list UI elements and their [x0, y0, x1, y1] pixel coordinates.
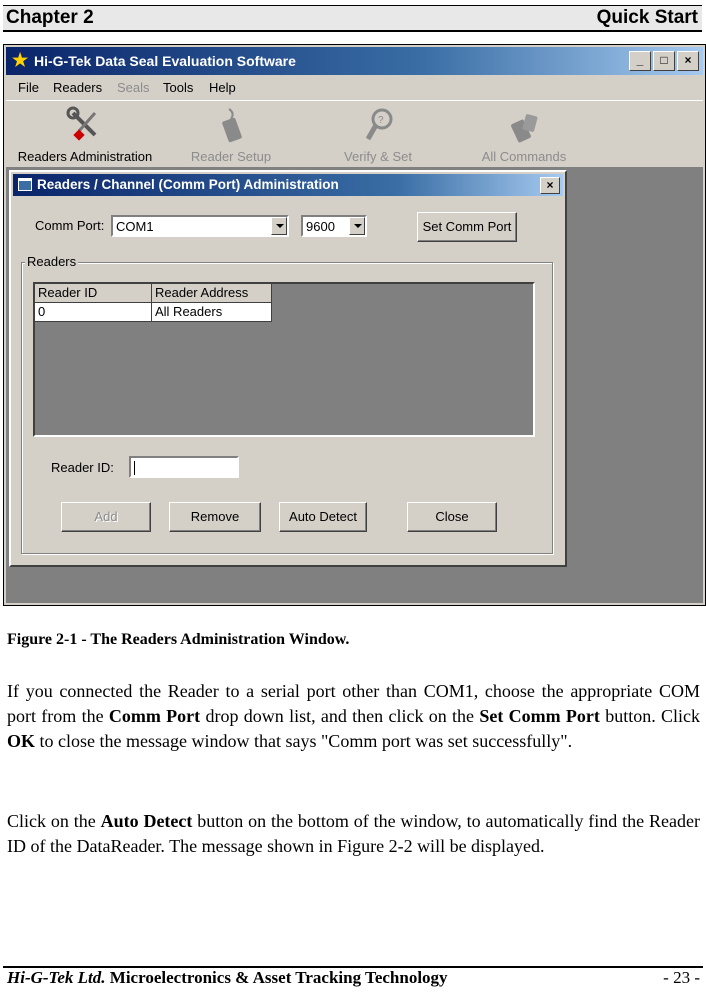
menu-tools[interactable]: Tools [163, 80, 194, 95]
paragraph-comm-port [7, 679, 700, 754]
readers-table[interactable] [33, 282, 535, 437]
menu-readers[interactable]: Readers [53, 80, 103, 95]
toolbar-readers-administration[interactable] [14, 101, 156, 164]
mdi-workspace [6, 168, 703, 603]
auto-detect-button[interactable]: Auto Detect [279, 502, 367, 532]
text-run: to close the message window that says "Comm port was set successfully". [35, 731, 573, 751]
bold-term: Auto Detect [100, 811, 193, 831]
window-icon [18, 178, 32, 191]
close-dialog-button[interactable]: Close [407, 502, 497, 532]
reader-id-input[interactable] [129, 456, 239, 478]
text-caret [134, 461, 135, 475]
app-title: Hi-G-Tek Data Seal Evaluation Software [34, 53, 296, 69]
set-comm-port-button[interactable]: Set Comm Port [417, 212, 517, 242]
baud-rate-value: 9600 [306, 219, 335, 234]
table-cell: All Readers [152, 303, 272, 322]
toolbar [6, 100, 703, 168]
menu-bar [6, 76, 703, 98]
text-run: button on the bottom of the window, to automatically find the Reader ID of the DataReader. The message shown in Figure 2-2 will be displayed. [7, 811, 700, 856]
bold-term: OK [7, 731, 36, 751]
toolbar-label: All Commands [481, 149, 567, 164]
chevron-down-icon[interactable] [349, 217, 365, 235]
figure-caption: Figure 2-1 - The Readers Administration Window. [7, 631, 350, 648]
add-button[interactable]: Add [61, 502, 151, 532]
text-run: Click on the [7, 811, 101, 831]
reader-id-label: Reader ID: [51, 460, 114, 475]
section-title: Quick Start [596, 7, 698, 28]
star-icon: ★ [12, 50, 29, 70]
chapter-title: Chapter 2 [6, 7, 94, 28]
close-button[interactable]: × [677, 51, 699, 71]
footer-left [7, 968, 448, 988]
chevron-down-icon[interactable] [271, 217, 287, 235]
page-header [3, 5, 702, 32]
bold-term: Comm Port [108, 706, 201, 726]
comm-port-select[interactable] [111, 215, 289, 237]
menu-seals[interactable]: Seals [117, 80, 150, 95]
baud-rate-select[interactable] [301, 215, 367, 237]
table-header [35, 284, 272, 303]
dialog-title-bar [13, 174, 563, 196]
table-row[interactable] [35, 303, 272, 322]
comm-port-value: COM1 [116, 219, 154, 234]
column-reader-address[interactable]: Reader Address [152, 284, 272, 303]
reader-setup-icon [211, 105, 251, 145]
all-commands-icon [504, 105, 544, 145]
table-cell: 0 [35, 303, 152, 322]
readers-admin-dialog [9, 170, 567, 567]
text-run: If you connected the Reader to a serial port other than COM1, choose the appropriate COM port from the [7, 681, 700, 726]
toolbar-label: Readers Administration [17, 149, 153, 164]
page-number: - 23 - [663, 968, 700, 987]
menu-file[interactable]: File [18, 80, 39, 95]
maximize-button[interactable]: □ [653, 51, 675, 71]
company-name: Hi-G-Tek Ltd. [7, 968, 106, 987]
menu-help[interactable]: Help [209, 80, 236, 95]
toolbar-label: Verify & Set [344, 149, 412, 164]
app-screenshot [3, 44, 706, 606]
svg-text:?: ? [378, 115, 384, 126]
comm-port-label: Comm Port: [35, 218, 105, 233]
toolbar-label: Reader Setup [190, 149, 272, 164]
toolbar-all-commands[interactable] [474, 101, 574, 164]
toolbar-reader-setup[interactable] [181, 101, 281, 164]
column-reader-id[interactable]: Reader ID [35, 284, 152, 303]
app-title-bar [6, 47, 703, 75]
minimize-button[interactable]: _ [629, 51, 651, 71]
paragraph-auto-detect [7, 809, 700, 859]
toolbar-verify-set[interactable] [328, 101, 428, 164]
text-run: button. Click [599, 706, 701, 726]
remove-button[interactable]: Remove [169, 502, 261, 532]
verify-set-icon [358, 105, 398, 145]
text-run: drop down list, and then click on the [200, 706, 480, 726]
dialog-title: Readers / Channel (Comm Port) Administration [37, 177, 339, 192]
company-tagline: Microelectronics & Asset Tracking Technology [109, 968, 448, 987]
dialog-close-button[interactable]: × [540, 177, 560, 194]
bold-term: Set Comm Port [479, 706, 600, 726]
wrench-screwdriver-icon [65, 105, 105, 145]
readers-group-label: Readers [27, 254, 77, 269]
